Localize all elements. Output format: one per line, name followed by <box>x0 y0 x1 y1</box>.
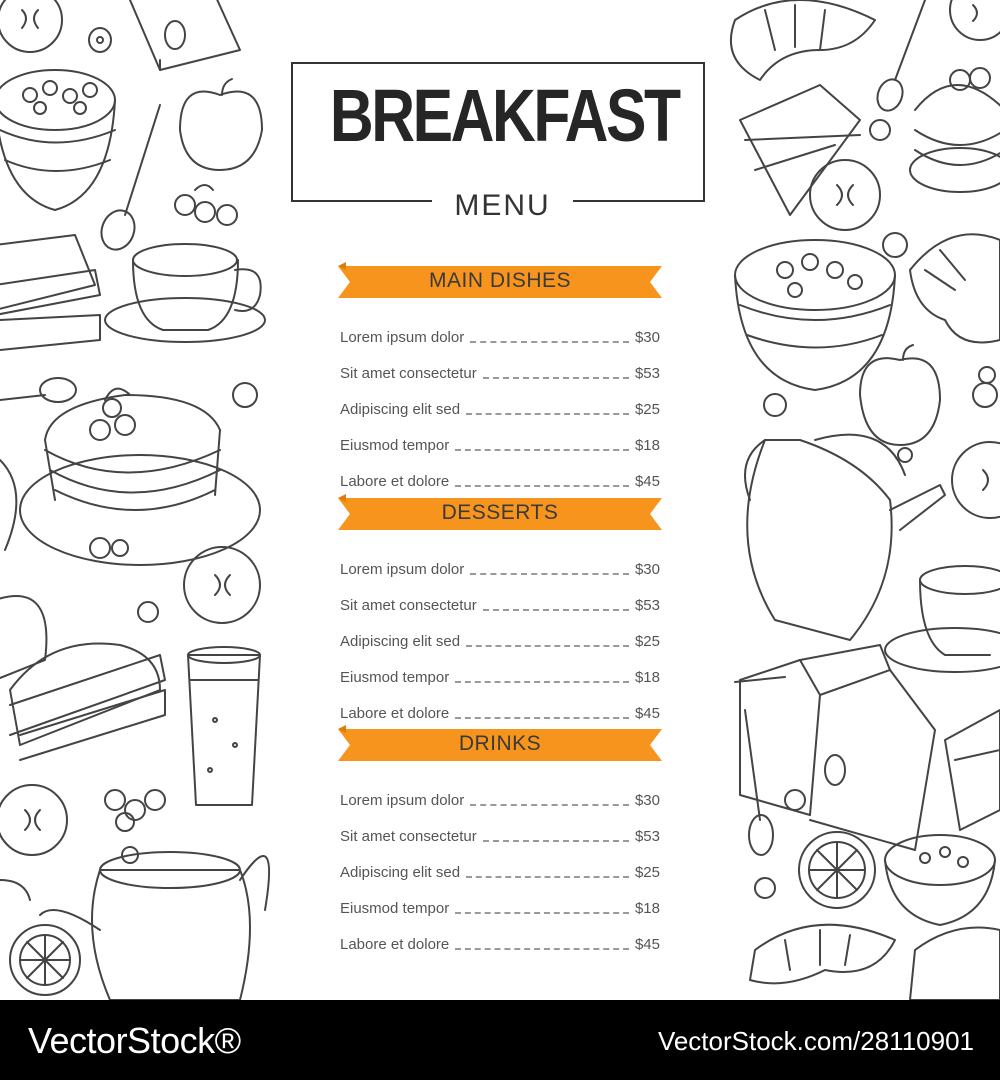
menu-item-price: $30 <box>634 329 660 346</box>
menu-panel <box>280 0 725 1000</box>
menu-item-price: $25 <box>634 633 660 650</box>
dotted-leader <box>466 875 629 878</box>
subtitle-row <box>280 186 725 226</box>
watermark-footer <box>0 1000 1000 1080</box>
bread-icon <box>910 928 1000 1001</box>
apple-icon <box>950 0 1000 40</box>
bowl-icon <box>0 70 115 210</box>
olive-icon <box>870 120 890 140</box>
olive-icon <box>764 394 786 416</box>
menu-section <box>340 725 660 953</box>
menu-item-name: Sit amet consectetur <box>340 597 477 614</box>
menu-item-name: Eiusmod tempor <box>340 669 450 686</box>
dotted-leader <box>483 608 629 611</box>
dotted-leader <box>470 803 629 806</box>
menu-item <box>340 614 660 650</box>
olive-icon <box>233 383 257 407</box>
menu-item-price: $18 <box>634 900 660 917</box>
footer-url: VectorStock.com/28110901 <box>657 1026 974 1056</box>
menu-item <box>340 346 660 382</box>
menu-item-price: $53 <box>634 597 660 614</box>
menu-item-name: Lorem ipsum dolor <box>340 792 465 809</box>
menu-section <box>340 494 660 722</box>
menu-item-price: $45 <box>634 936 660 953</box>
spoon-icon <box>873 0 925 114</box>
pancakes-icon <box>910 68 1000 192</box>
dotted-leader <box>455 911 629 914</box>
croissant-icon <box>750 925 895 984</box>
bowl-icon <box>735 240 895 390</box>
menu-item-price: $18 <box>634 437 660 454</box>
menu-section <box>340 262 660 490</box>
menu-item-name: Lorem ipsum dolor <box>340 561 465 578</box>
sandwich-icon <box>945 710 1000 830</box>
menu-item-name: Sit amet consectetur <box>340 365 477 382</box>
menu-item <box>340 686 660 722</box>
section-title: DESSERTS <box>441 501 559 524</box>
olive-icon <box>138 602 158 622</box>
menu-item-name: Eiusmod tempor <box>340 437 450 454</box>
menu-item <box>340 578 660 614</box>
menu-item <box>340 650 660 686</box>
dotted-leader <box>455 716 629 719</box>
section-title: MAIN DISHES <box>428 269 572 292</box>
menu-item <box>340 809 660 845</box>
menu-item <box>340 881 660 917</box>
bread-icon <box>0 596 165 760</box>
menu-item-name: Eiusmod tempor <box>340 900 450 917</box>
menu-item <box>340 382 660 418</box>
apple-icon <box>810 160 880 230</box>
page-title: BREAKFAST <box>329 74 679 157</box>
menu-item <box>340 310 660 346</box>
dotted-leader <box>466 412 629 415</box>
milk-carton-icon <box>130 0 240 70</box>
menu-item <box>340 917 660 953</box>
dotted-leader <box>455 448 629 451</box>
section-ribbon <box>338 494 662 532</box>
section-ribbon <box>338 725 662 763</box>
croissant-icon <box>0 460 16 550</box>
lemon-icon <box>10 925 80 995</box>
menu-item-price: $45 <box>634 473 660 490</box>
glass-icon <box>188 647 260 805</box>
right-illustration-panel <box>725 0 1000 1000</box>
teapot-icon <box>40 847 269 1000</box>
section-title: DRINKS <box>458 732 542 755</box>
dotted-leader <box>470 340 629 343</box>
section-ribbon <box>338 262 662 300</box>
dotted-leader <box>483 376 629 379</box>
menu-item <box>340 542 660 578</box>
menu-item-name: Adipiscing elit sed <box>340 864 461 881</box>
cup-icon <box>885 566 1000 672</box>
page-subtitle: MENU <box>432 189 572 223</box>
teapot-icon <box>745 435 945 640</box>
menu-item-name: Labore et dolore <box>340 473 450 490</box>
footer-brand: VectorStock® <box>28 1020 241 1061</box>
dotted-leader <box>470 572 629 575</box>
menu-item-price: $53 <box>634 365 660 382</box>
apple-icon <box>952 442 1000 518</box>
sandwich-icon <box>0 235 100 350</box>
menu-item-price: $25 <box>634 864 660 881</box>
menu-item <box>340 845 660 881</box>
apple-icon <box>180 79 262 170</box>
spoon-icon <box>96 105 160 254</box>
cup-icon <box>105 244 265 342</box>
menu-item-price: $53 <box>634 828 660 845</box>
menu-item-price: $30 <box>634 792 660 809</box>
menu-item <box>340 418 660 454</box>
milk-carton-icon <box>735 645 935 850</box>
menu-item-name: Sit amet consectetur <box>340 828 477 845</box>
menu-item-name: Adipiscing elit sed <box>340 633 461 650</box>
apple-icon <box>184 547 260 623</box>
lemon-icon <box>799 832 875 908</box>
menu-item-price: $18 <box>634 669 660 686</box>
menu-item-price: $45 <box>634 705 660 722</box>
menu-item-name: Labore et dolore <box>340 936 450 953</box>
croissant-icon <box>731 0 875 80</box>
apple-icon <box>0 0 62 52</box>
apple-icon <box>860 345 940 445</box>
berries-icon <box>175 185 237 225</box>
dotted-leader <box>455 680 629 683</box>
dotted-leader <box>483 839 629 842</box>
dotted-leader <box>466 644 629 647</box>
menu-item <box>340 454 660 490</box>
berries-icon <box>973 367 997 407</box>
olive-icon <box>755 878 775 898</box>
berries-icon <box>105 790 165 831</box>
menu-item-name: Adipiscing elit sed <box>340 401 461 418</box>
left-illustration-panel <box>0 0 280 1000</box>
dotted-leader <box>455 947 629 950</box>
menu-item-price: $30 <box>634 561 660 578</box>
bowl-icon <box>885 835 995 925</box>
apple-icon <box>0 785 67 855</box>
dotted-leader <box>455 484 629 487</box>
olive-icon <box>89 28 111 52</box>
spoon-icon <box>745 710 773 855</box>
olive-icon <box>883 233 907 257</box>
spoon-icon <box>0 378 76 402</box>
menu-item-price: $25 <box>634 401 660 418</box>
menu-item-name: Lorem ipsum dolor <box>340 329 465 346</box>
olive-icon <box>785 790 805 810</box>
menu-item-name: Labore et dolore <box>340 705 450 722</box>
menu-item <box>340 773 660 809</box>
croissant-icon <box>910 234 1000 342</box>
pancakes-icon <box>20 389 260 565</box>
bread-icon <box>0 880 30 900</box>
title-frame <box>291 62 705 202</box>
